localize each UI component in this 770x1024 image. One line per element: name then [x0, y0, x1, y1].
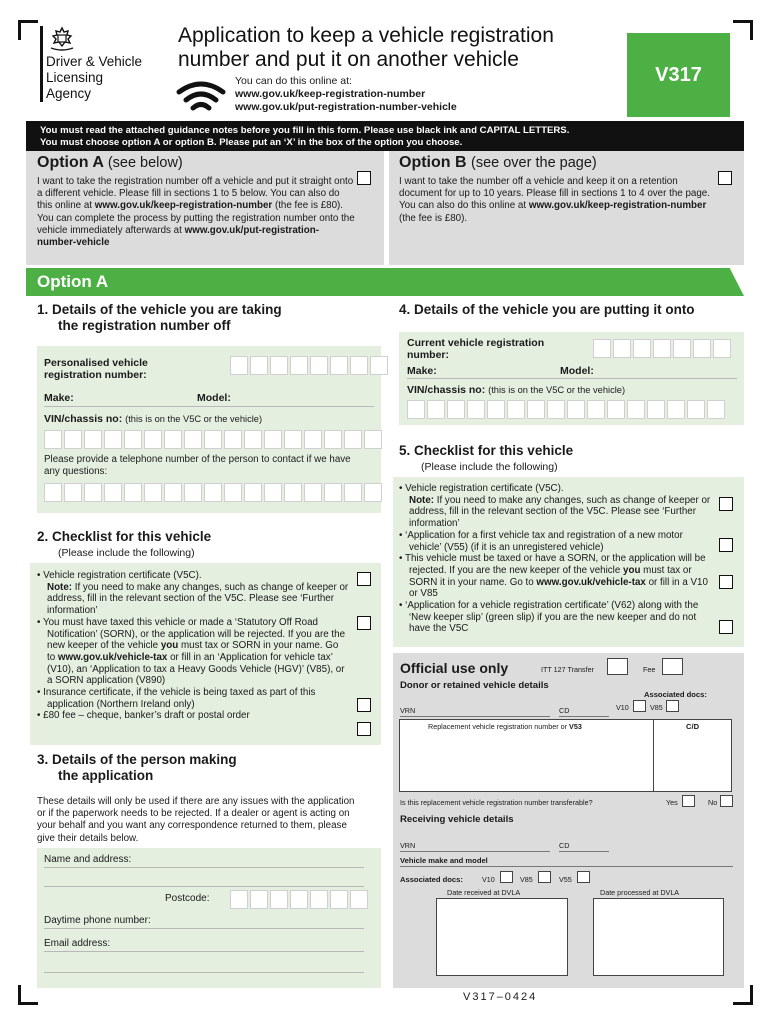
section-5-subtitle: (Please include the following) — [421, 461, 558, 473]
transferable-yes-label: Yes — [666, 798, 678, 807]
section-2-checkbox-insurance[interactable] — [357, 698, 371, 712]
option-b-url-1[interactable]: www.gov.uk/keep-registration-number — [528, 200, 707, 212]
donor-assoc-docs-label: Associated docs: — [644, 690, 707, 699]
section-1-title-line-2: the registration number off — [58, 317, 231, 333]
instructions-line-1: You must read the attached guidance notes before you fill in this form. Please use black ink and CAPITAL LETTERS. — [40, 125, 570, 136]
donor-cd-label: CD — [559, 706, 570, 715]
option-a-url-1[interactable]: www.gov.uk/keep-registration-number — [94, 200, 273, 212]
form-code-badge: V317 — [627, 33, 730, 117]
section-1-reg-input[interactable] — [230, 356, 388, 375]
section-1-vin-row — [44, 413, 262, 425]
option-a-title: Option A — [37, 154, 104, 171]
item-text-2: must tax or SORN in your name. Go to — [47, 640, 339, 663]
item-url[interactable]: www.gov.uk/vehicle-tax — [57, 651, 168, 663]
make-model-line[interactable] — [400, 866, 733, 867]
section-1-make-label: Make: — [44, 392, 74, 404]
section-1-make-model-line[interactable] — [44, 406, 374, 407]
section-2-heading — [37, 529, 211, 545]
section-4-make-label: Make: — [407, 365, 437, 377]
section-2-checkbox-tax[interactable] — [357, 616, 371, 630]
name-address-line-2[interactable] — [44, 886, 364, 887]
itt-transfer-box[interactable] — [607, 658, 628, 675]
option-a-heading — [37, 154, 183, 172]
section-1-phone-text: Please provide a telephone number of the person to contact if we have any questions: — [44, 454, 351, 478]
corner-mark-bottom-right — [733, 985, 753, 1005]
section-1-title-line-1: Details of the vehicle you are taking — [52, 302, 282, 317]
section-3-number: 3. — [37, 752, 49, 767]
option-a-banner-title: Option A — [37, 272, 109, 291]
transferable-no-label: No — [708, 798, 718, 807]
name-address-label: Name and address: — [44, 854, 132, 865]
section-2-item-2 — [37, 617, 349, 687]
title-line-1: Application to keep a vehicle registration — [178, 24, 554, 47]
receiving-v55-label: V55 — [559, 875, 572, 884]
section-4-vin-row — [407, 384, 625, 396]
item-text: • This vehicle must be taxed or have a SORN, or the application will be rejected. If you are the new keeper of the vehicle — [399, 553, 706, 576]
section-3-text: These details will only be used if there are any issues with the application or if the paperwork needs to be rejected. If a dealer or agent is acting on your behalf and you want any correspondence returned to them, please give their details below. — [37, 796, 355, 844]
item-note-label: Note: — [409, 494, 435, 506]
wifi-icon — [176, 80, 226, 119]
footer-form-code: V317–0424 — [463, 991, 538, 1003]
receiving-v85-box[interactable] — [538, 871, 551, 883]
item-text: • ‘Application for a first vehicle tax and registration of a new motor vehicle’ (V55) (if it is an unregistered vehicle) — [399, 529, 683, 553]
donor-v10-box[interactable] — [633, 700, 646, 712]
online-intro: You can do this online at: — [235, 75, 352, 87]
transferable-question: Is this replacement vehicle registration number transferable? — [400, 798, 593, 807]
receiving-cd-line[interactable] — [559, 851, 609, 852]
instructions-line-2: You must choose option A or option B. Please put an ‘X’ in the box of the option you choose. — [40, 137, 463, 148]
section-2-number: 2. — [37, 529, 49, 544]
date-processed-label: Date processed at DVLA — [600, 888, 680, 897]
section-1-phone-input[interactable] — [44, 483, 382, 502]
agency-name — [46, 54, 142, 102]
transferable-no-box[interactable] — [720, 795, 733, 807]
section-5-item-1 — [399, 483, 711, 530]
section-1-vin-input[interactable] — [44, 430, 382, 449]
item-note: If you need to make any changes, such as change of keeper or address, fill in the relevant section of the V5C. Please see ‘Further information’ — [47, 581, 349, 617]
donor-v10-label: V10 — [616, 703, 629, 712]
item-url[interactable]: www.gov.uk/vehicle-tax — [536, 576, 646, 588]
option-b-heading — [399, 154, 597, 172]
item-bold: you — [160, 640, 179, 652]
section-2-subtitle: (Please include the following) — [58, 547, 195, 559]
section-4-reg-input[interactable] — [593, 339, 731, 358]
item-note: If you need to make any changes, such as change of keeper or address, fill in the relevant section of the V5C. Please see ‘Further information’ — [409, 494, 711, 530]
section-4-vin-input[interactable] — [407, 400, 725, 419]
item-bold: you — [623, 564, 641, 576]
section-2-checkbox-fee[interactable] — [357, 722, 371, 736]
receiving-vehicle-title: Receiving vehicle details — [400, 814, 514, 825]
item-text-2: must tax or SORN it in your name. Go to — [409, 564, 692, 588]
name-address-line-1[interactable] — [44, 867, 364, 868]
option-a-url-2[interactable]: www.gov.uk/put-registration-number-vehicle — [37, 224, 320, 249]
receiving-v10-box[interactable] — [500, 871, 513, 883]
item-text: • Vehicle registration certificate (V5C). — [37, 570, 202, 581]
itt-transfer-label: ITT 127 Transfer — [541, 665, 594, 674]
fee-box[interactable] — [662, 658, 683, 675]
agency-line-1: Driver & Vehicle — [46, 54, 143, 69]
daytime-phone-label: Daytime phone number: — [44, 915, 151, 926]
donor-v85-label: V85 — [650, 703, 663, 712]
receiving-vrn-line[interactable] — [400, 851, 550, 852]
item-text: • Insurance certificate, if the vehicle is being taxed as part of this application (Northern Ireland only) — [37, 687, 316, 710]
page-title — [178, 24, 618, 72]
section-5-item-4 — [399, 600, 711, 635]
section-2-checkbox-v5c[interactable] — [357, 572, 371, 586]
corner-mark-top-right — [733, 20, 753, 40]
postcode-input[interactable] — [230, 890, 368, 909]
replacement-table-divider — [653, 719, 654, 792]
receiving-cd-label: CD — [559, 841, 570, 850]
section-2-list — [37, 570, 349, 722]
section-2-item-1 — [37, 570, 349, 617]
option-a-text-2: (the fee is £80). — [274, 200, 344, 212]
option-a-description — [37, 176, 357, 249]
transferable-yes-box[interactable] — [682, 795, 695, 807]
item-text: • ‘Application for a vehicle registration certificate’ (V62) along with the ‘New keeper slip’ (green slip) if you are the new keeper and do not have the V5C — [399, 600, 699, 635]
donor-vehicle-title: Donor or retained vehicle details — [400, 680, 549, 691]
section-5-checkbox-v62[interactable] — [719, 620, 733, 634]
logo-rule — [40, 26, 43, 102]
online-url-1[interactable]: www.gov.uk/keep-registration-number — [235, 88, 426, 100]
section-1-reg-label: Personalised vehicle registration number: — [44, 357, 148, 381]
item-text: • £80 fee – cheque, banker’s draft or postal order — [37, 710, 250, 722]
v53-label: V53 — [569, 722, 582, 731]
section-4-title: Details of the vehicle you are putting it onto — [414, 302, 695, 317]
fee-label: Fee — [643, 665, 656, 674]
item-text-3: or fill in an ‘Application for vehicle tax’ (V10), an ‘Application to tax a Heavy Goods Vehicle (HGV)’ (V85), or a SORN application (V890) — [47, 651, 345, 687]
postcode-label: Postcode: — [165, 893, 210, 904]
donor-cd-line[interactable] — [559, 716, 609, 717]
email-line-1[interactable] — [44, 951, 364, 952]
item-text: • You must have taxed this vehicle or made a ‘Statutory Off Road Notification’ (SORN), or the application will be rejected. If you are the new keeper of the vehicle — [37, 616, 346, 652]
receiving-v85-label: V85 — [520, 875, 533, 884]
section-4-reg-label: Current vehicle registration number: — [407, 337, 545, 361]
section-2-title: Checklist for this vehicle — [52, 529, 212, 544]
section-5-checkbox-tax[interactable] — [719, 575, 733, 589]
section-5-item-2 — [399, 530, 711, 553]
corner-mark-top-left — [18, 20, 38, 40]
section-4-make-model-line[interactable] — [407, 378, 737, 379]
make-model-label: Vehicle make and model — [400, 856, 488, 865]
section-1-vin-label: VIN/chassis no: — [44, 413, 123, 425]
section-1-model-label: Model: — [197, 392, 231, 404]
section-4-model-label: Model: — [560, 365, 594, 377]
online-info — [235, 75, 457, 114]
donor-v85-box[interactable] — [666, 700, 679, 712]
item-text: • Vehicle registration certificate (V5C). — [399, 483, 564, 494]
agency-line-2: Licensing — [46, 70, 104, 85]
receiving-vrn-label: VRN — [400, 841, 416, 850]
receiving-assoc-docs-label: Associated docs: — [400, 875, 463, 884]
section-3-title-line-1: Details of the person making — [52, 752, 237, 767]
date-processed-box[interactable] — [593, 898, 724, 976]
option-a-text-3: You can complete the process by putting the registration number onto the vehicle immediately afterwards at — [37, 212, 355, 236]
agency-line-3: Agency — [46, 86, 92, 101]
instructions-bar — [26, 121, 744, 151]
option-a-subtitle: (see below) — [107, 155, 183, 171]
option-a-text-1: I want to take the registration number off a vehicle and put it straight onto a different vehicle. Please fill in sections 1 to 5 below. You can also do this online at — [37, 176, 354, 212]
replacement-label: Replacement vehicle registration number or — [428, 722, 568, 731]
option-a-banner — [26, 268, 744, 296]
option-b-checkbox[interactable] — [718, 171, 732, 185]
section-5-heading — [399, 443, 573, 459]
date-received-box[interactable] — [436, 898, 568, 976]
section-1-number: 1. — [37, 302, 49, 317]
section-4-heading — [399, 302, 695, 318]
section-2-item-3 — [37, 687, 349, 710]
receiving-v55-box[interactable] — [577, 871, 590, 883]
daytime-phone-line[interactable] — [44, 928, 364, 929]
official-use-title: Official use only — [400, 660, 509, 676]
email-line-2[interactable] — [44, 972, 364, 973]
option-b-subtitle: (see over the page) — [471, 155, 597, 171]
section-4-number: 4. — [399, 302, 411, 317]
section-5-list — [399, 483, 711, 635]
replacement-header — [428, 722, 582, 731]
title-line-2: number and put it on another vehicle — [178, 48, 519, 71]
email-label: Email address: — [44, 938, 111, 949]
online-url-2[interactable]: www.gov.uk/put-registration-number-vehicle — [235, 101, 457, 113]
option-b-title: Option B — [399, 154, 467, 171]
option-a-checkbox[interactable] — [357, 171, 371, 185]
donor-vrn-label: VRN — [400, 706, 416, 715]
corner-mark-bottom-left — [18, 985, 38, 1005]
cd-column-header: C/D — [686, 722, 700, 731]
option-b-text-1: I want to take the number off a vehicle and keep it on a retention document for up to 10 years. Please fill in sections 1 to 4 over the page. You can also do this online at — [399, 176, 710, 212]
item-text-3: or fill in a V10 or V85 — [409, 576, 708, 600]
receiving-v10-label: V10 — [482, 875, 495, 884]
section-5-title: Checklist for this vehicle — [414, 443, 574, 458]
section-5-checkbox-v55[interactable] — [719, 538, 733, 552]
item-note-label: Note: — [47, 581, 73, 593]
donor-vrn-line[interactable] — [400, 716, 550, 717]
section-5-item-3 — [399, 553, 711, 600]
option-b-text-2: (the fee is £80). — [399, 212, 468, 224]
section-5-number: 5. — [399, 443, 411, 458]
section-1-heading — [37, 302, 282, 333]
section-1-vin-note: (this is on the V5C or the vehicle) — [125, 414, 263, 424]
date-received-label: Date received at DVLA — [447, 888, 521, 897]
option-b-description — [399, 176, 711, 225]
section-2-item-4 — [37, 710, 349, 722]
crest-icon — [47, 26, 77, 57]
section-3-title-line-2: the application — [58, 767, 154, 783]
section-3-heading — [37, 752, 237, 783]
section-4-vin-note: (this is on the V5C or the vehicle) — [488, 385, 626, 395]
section-4-vin-label: VIN/chassis no: — [407, 384, 486, 396]
section-5-checkbox-v5c[interactable] — [719, 497, 733, 511]
